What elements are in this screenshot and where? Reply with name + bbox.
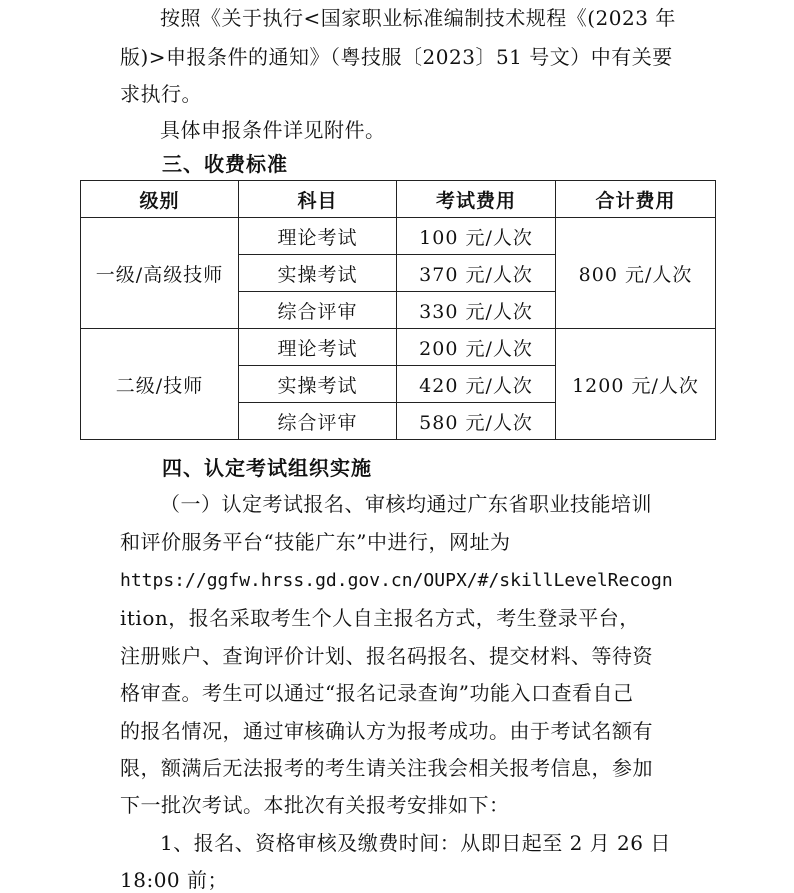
subject-cell: 实操考试 <box>239 366 397 403</box>
subject-cell: 实操考试 <box>239 255 397 292</box>
fee-table <box>80 180 716 440</box>
detail-line: 具体申报条件详见附件。 <box>160 118 386 142</box>
section-heading-fees: 三、收费标准 <box>162 152 288 176</box>
paragraph-line: 限，额满后无法报考的考生请关注我会相关报考信息，参加 <box>120 756 653 780</box>
paragraph-line: 下一批次考试。本批次有关报考安排如下： <box>120 793 510 817</box>
table-row <box>81 329 716 366</box>
subject-cell: 综合评审 <box>239 292 397 329</box>
level-cell: 一级/高级技师 <box>81 218 239 329</box>
table-row <box>81 218 716 255</box>
fee-cell: 100 元/人次 <box>397 218 556 255</box>
paragraph-line: 和评价服务平台“技能广东”中进行，网址为 <box>120 530 511 554</box>
column-header: 考试费用 <box>397 181 556 218</box>
paragraph-line: （一）认定考试报名、审核均通过广东省职业技能培训 <box>160 492 652 516</box>
subject-cell: 理论考试 <box>239 218 397 255</box>
subject-cell: 理论考试 <box>239 329 397 366</box>
paragraph-line: 格审查。考生可以通过“报名记录查询”功能入口查看自己 <box>120 681 634 705</box>
column-header: 科目 <box>239 181 397 218</box>
fee-cell: 580 元/人次 <box>397 403 556 440</box>
column-header: 合计费用 <box>556 181 716 218</box>
level-cell: 二级/技师 <box>81 329 239 440</box>
fee-cell: 330 元/人次 <box>397 292 556 329</box>
table-header-row <box>81 181 716 218</box>
paragraph-line: 注册账户、查询评价计划、报名码报名、提交材料、等待资 <box>120 644 653 668</box>
fee-cell: 200 元/人次 <box>397 329 556 366</box>
paragraph-line: 的报名情况，通过审核确认方为报考成功。由于考试名额有 <box>120 719 653 743</box>
column-header: 级别 <box>81 181 239 218</box>
paragraph-line: 版)>申报条件的通知》（粤技服〔2023〕51 号文）中有关要 <box>120 45 673 69</box>
total-cell: 1200 元/人次 <box>556 329 716 440</box>
paragraph-line: 按照《关于执行<国家职业标准编制技术规程《(2023 年 <box>160 6 676 30</box>
paragraph-line: 求执行。 <box>120 82 202 106</box>
total-cell: 800 元/人次 <box>556 218 716 329</box>
fee-cell: 420 元/人次 <box>397 366 556 403</box>
section-heading-exam: 四、认定考试组织实施 <box>162 456 372 480</box>
paragraph-line: ition，报名采取考生个人自主报名方式，考生登录平台， <box>120 606 640 630</box>
registration-url-link[interactable]: https://ggfw.hrss.gd.gov.cn/OUPX/#/skillLevelRecogn <box>120 570 673 591</box>
list-item-continuation: 18:00 前； <box>120 868 228 892</box>
subject-cell: 综合评审 <box>239 403 397 440</box>
list-item: 1、报名、资格审核及缴费时间：从即日起至 2 月 26 日 <box>160 831 671 855</box>
fee-cell: 370 元/人次 <box>397 255 556 292</box>
